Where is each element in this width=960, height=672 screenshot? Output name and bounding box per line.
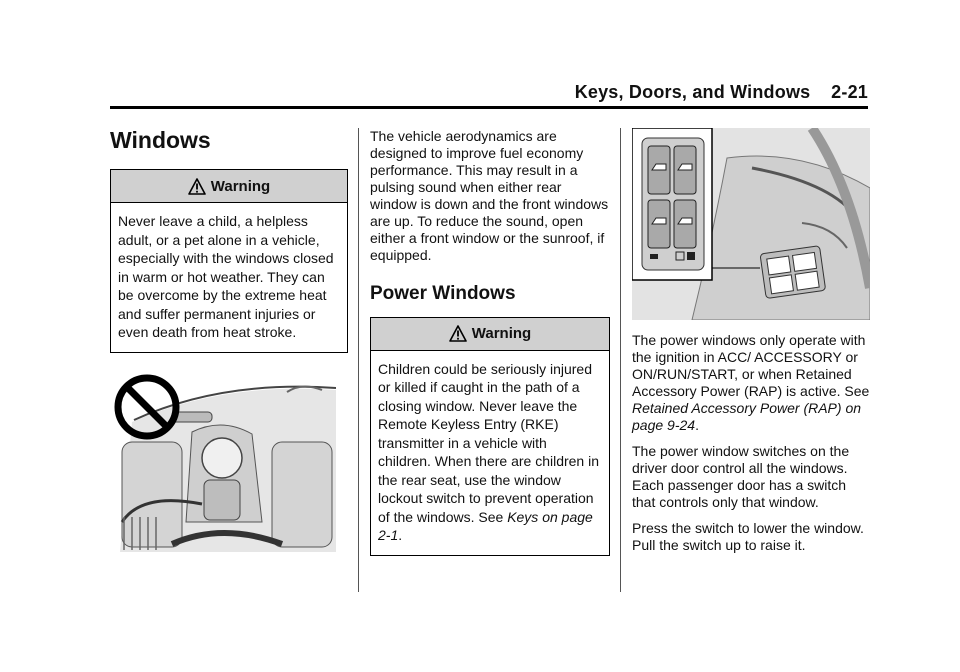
aerodynamics-paragraph: The vehicle aerodynamics are designed to improve fuel economy performance. This may result in a pulsing sound when either rear window is down and the front windows are up. To reduce the sound, open either a front window or the sunroof, if equipped. <box>370 128 609 263</box>
header-title <box>575 82 868 103</box>
keys-page-reference: Keys on page 2-1 <box>378 508 593 544</box>
power-window-warning-box <box>370 317 610 556</box>
warning-header <box>371 318 609 351</box>
header-section: Keys, Doors, and Windows <box>574 82 811 102</box>
column-right <box>632 128 870 563</box>
child-warning-box <box>110 169 348 353</box>
column-left <box>110 128 348 353</box>
switches-paragraph: The power window switches on the driver door control all the windows. Each passenger door has a switch that controls only that window. <box>632 443 850 510</box>
ignition-text: The power windows only operate with the ignition in ACC/ ACCESSORY or ON/RUN/START, or when Retained Accessory Power (RAP) is active. See <box>632 332 870 399</box>
child-in-car-illustration <box>112 372 336 552</box>
warning-text <box>371 351 609 555</box>
rap-page-reference: Retained Accessory Power (RAP) on page 9-24 <box>632 400 862 433</box>
column-divider-1 <box>358 128 359 592</box>
warning-label: Warning <box>471 325 532 343</box>
prohibition-icon <box>112 372 182 442</box>
page-number: 2-21 <box>831 82 868 102</box>
warning-text-end: . <box>398 527 403 544</box>
operation-paragraph: Press the switch to lower the window. Pull the switch up to raise it. <box>632 520 864 553</box>
warning-label: Warning <box>210 177 271 195</box>
ignition-text-end: . <box>695 417 699 433</box>
windows-title: Windows <box>110 127 211 153</box>
column-middle <box>370 128 610 556</box>
warning-header <box>111 170 347 203</box>
power-windows-title: Power Windows <box>370 283 516 304</box>
ignition-paragraph <box>632 332 870 434</box>
page-header <box>110 82 868 109</box>
warning-triangle-icon <box>449 325 467 342</box>
warning-text: Never leave a child, a helpless adult, or a pet alone in a vehicle, especially with the windows closed in warm or hot weather. They can be overcome by the extreme heat and suffer permanent injuries or even death from heat stroke. <box>118 213 334 341</box>
column-divider-2 <box>620 128 621 592</box>
warning-triangle-icon <box>188 178 206 195</box>
warning-text-main: Children could be seriously injured or killed if caught in the path of a closing window. Never leave the Remote Keyless Entry (RKE) transmitter in a vehicle with children. When there are children in the rear seat, use the window lockout switch to prevent operation of the windows. See <box>378 360 600 525</box>
power-window-switch-illustration <box>632 128 870 320</box>
